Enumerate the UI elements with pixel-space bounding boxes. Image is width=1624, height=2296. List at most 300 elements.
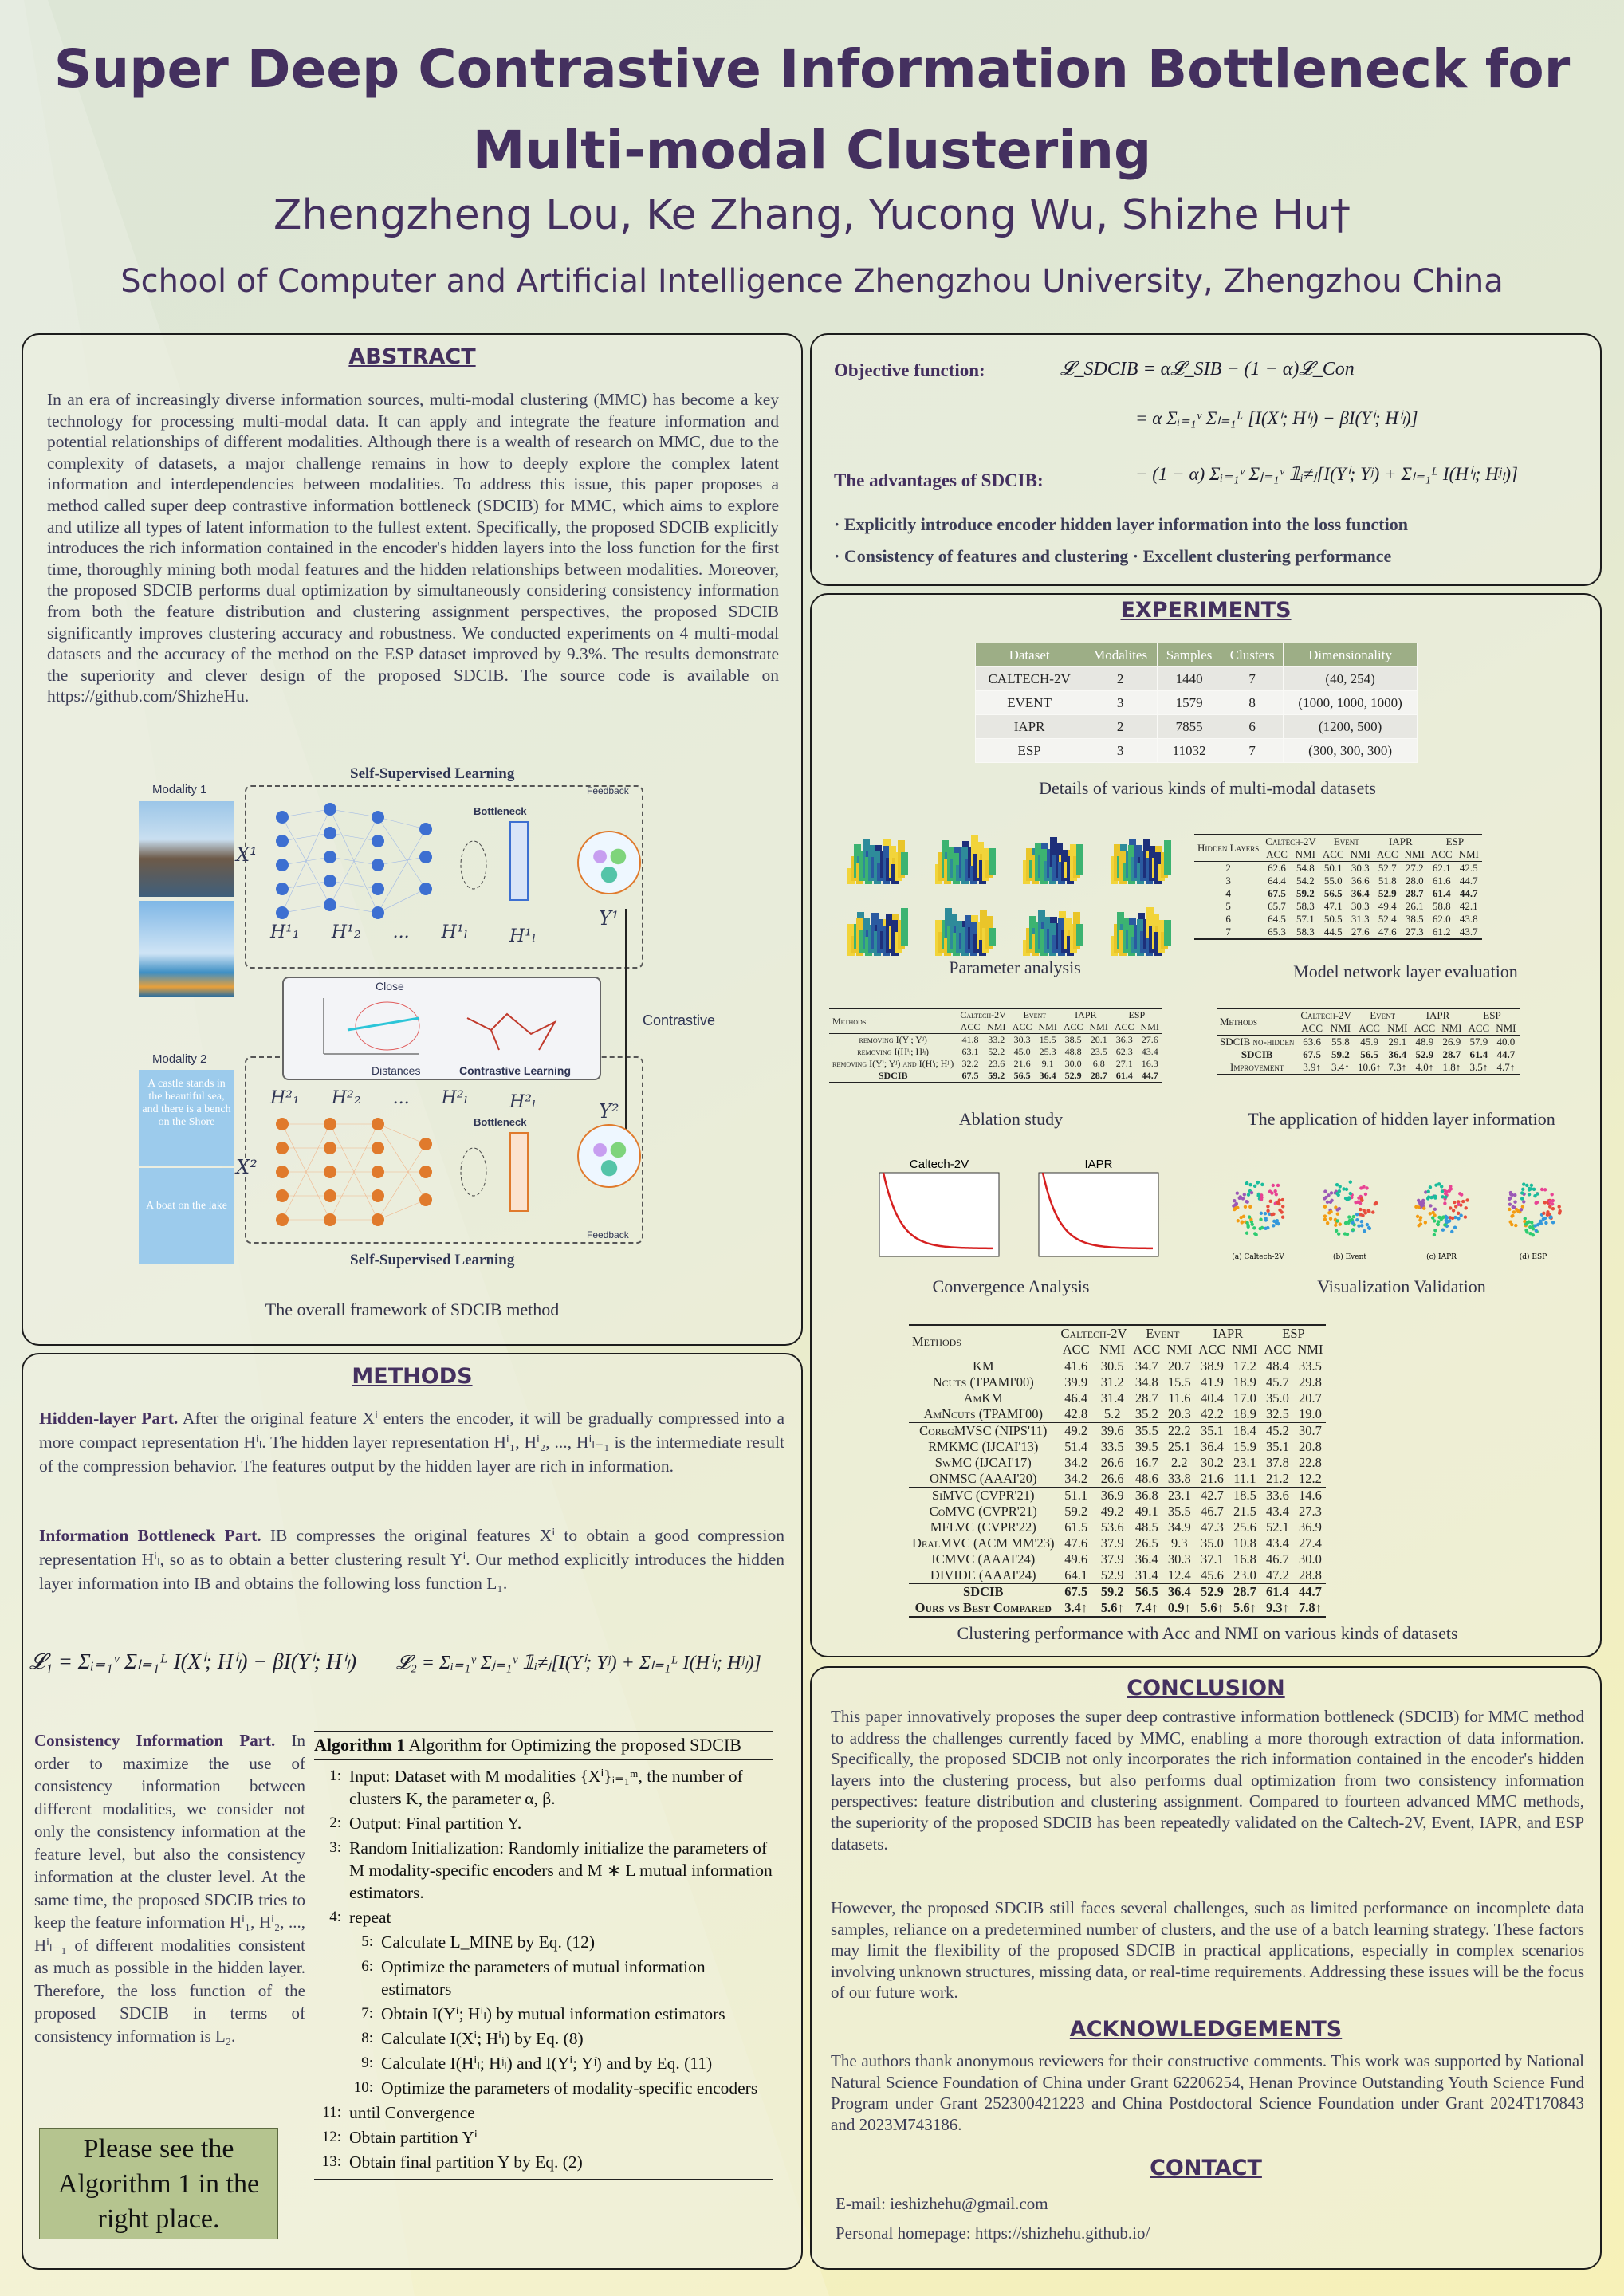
visualization-point <box>1336 1213 1339 1216</box>
table-cell: 43.4 <box>1265 1535 1289 1551</box>
modality1-image-boat <box>139 901 234 997</box>
table-cell: 36.4 <box>1388 1048 1407 1060</box>
visualization-point <box>1460 1193 1463 1196</box>
table-sub-header: NMI <box>1297 1342 1323 1357</box>
visualization-point <box>1465 1206 1468 1209</box>
table-cell: 56.5 <box>1360 1048 1378 1060</box>
equation-l2: 𝓛₂ = Σᵢ₌₁ᵛ Σⱼ₌₁ᵛ 𝟙ᵢ≠ⱼ[I(Yⁱ; Yʲ) + Σₗ₌₁ᴸ I(Hⁱₗ; Hʲₗ)] <box>396 1653 761 1673</box>
visualization-point <box>1453 1226 1457 1229</box>
table-cell: 2.2 <box>1171 1455 1188 1470</box>
ack-heading: ACKNOWLEDGEMENTS <box>1069 2017 1343 2042</box>
contrastive-box <box>282 977 601 1080</box>
visualization-point <box>1548 1200 1551 1203</box>
visualization-point <box>1508 1208 1511 1211</box>
table-row <box>1217 1048 1520 1061</box>
table-cell: 17.0 <box>1233 1390 1256 1406</box>
table-cell: 36.8 <box>1134 1488 1158 1503</box>
table-row <box>909 1374 1326 1390</box>
convergence-title: IAPR <box>1084 1158 1113 1171</box>
algorithm-step-text: Obtain final partition Y by Eq. (2) <box>349 2152 583 2172</box>
visualization-point <box>1326 1201 1329 1204</box>
parameter-plot <box>1111 839 1171 884</box>
table-row <box>909 1520 1326 1535</box>
table-cell: 62.6 <box>1268 862 1286 874</box>
visualization-point <box>1264 1218 1268 1221</box>
table-group-header-row <box>1217 1008 1520 1022</box>
visualization-point <box>1528 1232 1532 1235</box>
table-cell: 52.9 <box>1378 887 1397 899</box>
table-cell: 46.7 <box>1265 1551 1289 1567</box>
table-cell: 28.7 <box>1442 1048 1461 1060</box>
table-cell: 52.9 <box>1415 1048 1434 1060</box>
table-cell: 38.5 <box>1405 913 1424 925</box>
table-cell: 35.5 <box>1167 1504 1191 1519</box>
table-cell: 58.8 <box>1432 900 1451 912</box>
objective-eq-line2: = α Σᵢ₌₁ᵛ Σₗ₌₁ᴸ [I(Xⁱ; Hⁱₗ) − βI(Yⁱ; Hⁱₗ)] <box>1135 408 1418 428</box>
contrastive-arrow <box>625 909 627 1164</box>
conclusion-panel <box>810 1666 1602 2270</box>
algorithm-step <box>314 2101 773 2124</box>
table-cell: (40, 254) <box>1284 667 1418 691</box>
visualization-point <box>1248 1183 1252 1186</box>
visualization-point <box>1260 1212 1263 1215</box>
parameter-caption: Parameter analysis <box>949 957 1081 977</box>
table-cell: 35.1 <box>1265 1439 1289 1454</box>
visualization-point <box>1264 1212 1267 1215</box>
table-cell: 9.3 <box>1171 1535 1188 1551</box>
visualization-point <box>1259 1218 1262 1221</box>
visualization-point <box>1272 1184 1275 1187</box>
datasets-table <box>975 643 1418 763</box>
visualization-point <box>1268 1200 1272 1203</box>
table-cell: 20.7 <box>1298 1390 1322 1406</box>
table-cell: 38.9 <box>1200 1358 1224 1374</box>
visualization-point <box>1528 1188 1531 1191</box>
visualization-point <box>1347 1196 1351 1199</box>
parameter-analysis-plots <box>832 824 1198 972</box>
visualization-point <box>1542 1212 1545 1215</box>
table-cell: 62.0 <box>1432 913 1451 925</box>
algorithm-title <box>314 1732 773 1760</box>
visualization-point <box>1431 1216 1434 1219</box>
table-sub-header: NMI <box>1458 848 1479 860</box>
table-sub-header: ACC <box>1062 1342 1090 1357</box>
table-cell: 27.1 <box>1115 1058 1133 1069</box>
table-cell: 42.1 <box>1459 900 1478 912</box>
visualization-point <box>1349 1181 1352 1184</box>
table-sub-header: ACC <box>1376 848 1398 860</box>
table-cell: 47.6 <box>1064 1535 1088 1551</box>
table-group-header: Caltech-2V <box>1265 835 1316 847</box>
visualization-point <box>1260 1196 1263 1199</box>
visualization-point <box>1459 1213 1462 1217</box>
table-row-label: RMKMC (IJCAI'13) <box>928 1439 1039 1454</box>
layers-table <box>1194 834 1482 940</box>
visualization-point <box>1520 1208 1523 1211</box>
table-cell: 64.1 <box>1064 1567 1088 1582</box>
table-cell: EVENT <box>976 691 1083 715</box>
table-cell: 55.8 <box>1331 1036 1350 1048</box>
table-row-label: DIVIDE (AAAI'24) <box>930 1567 1036 1582</box>
table-cell: 36.4 <box>1351 887 1370 899</box>
table-cell: 51.1 <box>1064 1488 1088 1503</box>
algorithm-step-number: 2: <box>329 1814 341 1831</box>
visualization-point <box>1513 1200 1516 1203</box>
table-cell: 52.2 <box>988 1046 1005 1057</box>
table-cell: 16.8 <box>1233 1551 1256 1567</box>
contact-email[interactable]: E-mail: ieshizhehu@gmail.com <box>836 2194 1048 2213</box>
table-cell: 1579 <box>1157 691 1221 715</box>
table-cell: 26.5 <box>1134 1535 1158 1551</box>
conclusion-heading: CONCLUSION <box>1127 1676 1285 1700</box>
visualization-point <box>1323 1217 1327 1221</box>
table-cell: 28.0 <box>1405 875 1424 887</box>
h1-l: H¹ₗ <box>441 922 468 942</box>
table-cell: 17.2 <box>1233 1358 1256 1374</box>
table-row-label: removing I(Yⁱ; Yʲ) and I(Hⁱₗ; Hʲₗ) <box>832 1058 954 1069</box>
table-row <box>909 1535 1326 1551</box>
visualization-point <box>1281 1216 1284 1219</box>
contact-heading: CONTACT <box>1150 2156 1262 2180</box>
table-cell: 18.9 <box>1233 1374 1256 1390</box>
table-row <box>909 1390 1326 1406</box>
algorithm-step-number: 5: <box>361 1933 373 1950</box>
table-row-label: 3 <box>1225 875 1231 887</box>
table-row <box>1194 887 1482 900</box>
visualization-point <box>1441 1228 1445 1231</box>
table-sub-header: ACC <box>1414 1022 1436 1034</box>
visualization-point <box>1368 1227 1371 1230</box>
table-cell: 4.7↑ <box>1496 1061 1516 1073</box>
table-cell: 11032 <box>1157 739 1221 763</box>
visualization-point <box>1465 1198 1469 1201</box>
table-row-label: Ours vs Best Compared <box>914 1600 1052 1615</box>
visualization-point <box>1266 1205 1269 1208</box>
visualization-point <box>1441 1189 1444 1193</box>
contact-homepage[interactable]: Personal homepage: https://shizhehu.github.io/ <box>836 2223 1150 2243</box>
parameter-bar <box>901 852 908 875</box>
table-cell: 16.7 <box>1134 1455 1158 1470</box>
algorithm-step <box>314 2027 773 2050</box>
table-cell: 56.5 <box>1013 1070 1031 1081</box>
visualization-point <box>1532 1227 1535 1230</box>
table-cell: 61.2 <box>1432 926 1451 938</box>
h1-2: H¹₂ <box>331 922 361 942</box>
table-cell: 27.3 <box>1405 926 1424 938</box>
modality2-label: Modality 2 <box>152 1052 207 1066</box>
visualization-point <box>1245 1232 1248 1235</box>
table-row <box>1194 862 1482 875</box>
table-row-label: KM <box>972 1358 994 1374</box>
algorithm-step <box>314 1765 773 1810</box>
algorithm-step-text: repeat <box>349 1908 391 1927</box>
table-cell: 54.8 <box>1296 862 1315 874</box>
table-row-label: SiMVC (CVPR'21) <box>932 1488 1035 1503</box>
table-cell: 53.6 <box>1100 1520 1124 1535</box>
algorithm-step-number: 8: <box>361 2030 373 2046</box>
objective-eq-line1: 𝓛_SDCIB = α𝓛_SIB − (1 − α)𝓛_Con <box>1060 359 1355 379</box>
table-cell: 58.3 <box>1296 926 1315 938</box>
ib-text: IB compresses the original features Xⁱ to obtain a good compression representation Hⁱₗ, so as to obtain a better clustering result Yⁱ. Our method explicitly introduces the hidden layer information into IB and obtains the following loss function L₁. <box>39 1526 784 1593</box>
table-row-label: ONMSC (AAAI'20) <box>929 1471 1037 1486</box>
visualization-point <box>1359 1213 1362 1216</box>
poster-title-line2: Multi-modal Clustering <box>472 120 1152 181</box>
table-cell: 44.7 <box>1141 1070 1158 1081</box>
visualization-point <box>1335 1192 1339 1195</box>
visualization-point <box>1539 1220 1542 1223</box>
table-cell: 40.4 <box>1200 1390 1224 1406</box>
table-cell: 15.9 <box>1233 1439 1256 1454</box>
algorithm-title-rest: Algorithm for Optimizing the proposed SDCIB <box>405 1735 741 1755</box>
table-cell: 59.2 <box>1100 1584 1124 1599</box>
visualization-point <box>1424 1221 1427 1224</box>
table-cell: 7855 <box>1157 715 1221 739</box>
table-row <box>829 1046 1162 1058</box>
table-row <box>909 1584 1326 1601</box>
visualization-point <box>1251 1223 1254 1226</box>
table-cell: 59.2 <box>1296 887 1315 899</box>
table-sub-header: NMI <box>1140 1021 1159 1032</box>
visualization-point <box>1371 1210 1374 1213</box>
algorithm-step-number: 7: <box>361 2005 373 2022</box>
algorithm-step <box>314 1931 773 1953</box>
table-row <box>1217 1036 1520 1049</box>
table-row <box>909 1567 1326 1584</box>
table-sub-header: ACC <box>1114 1021 1134 1032</box>
table-row <box>1194 926 1482 939</box>
table-cell: 21.6 <box>1013 1058 1031 1069</box>
table-sub-header: ACC <box>1266 848 1288 860</box>
table-sub-header: NMI <box>1350 848 1370 860</box>
visualization-point <box>1355 1218 1359 1221</box>
table-cell: 29.1 <box>1388 1036 1407 1048</box>
table-sub-header: NMI <box>1232 1342 1258 1357</box>
equation-l1: 𝓛₁ = Σᵢ₌₁ᵛ Σₗ₌₁ᴸ I(Xⁱ; Hⁱₗ) − βI(Yⁱ; Hⁱₗ) <box>29 1649 357 1673</box>
table-cell: 22.2 <box>1167 1423 1191 1438</box>
visualization-point <box>1444 1195 1447 1198</box>
table-group-header: IAPR <box>1389 835 1413 847</box>
table-cell: 23.6 <box>988 1058 1005 1069</box>
table-row <box>1194 875 1482 887</box>
table-row <box>909 1423 1326 1440</box>
table-cell: 46.4 <box>1064 1390 1088 1406</box>
visualization-point <box>1536 1223 1539 1226</box>
visualization-point <box>1551 1221 1555 1224</box>
h2-labels <box>270 1088 525 1108</box>
table-cell: 56.5 <box>1323 887 1343 899</box>
hidden-layer-text: After the original feature Xⁱ enters the encoder, it will be gradually compressed into a more compact representation Hⁱₗ. The hidden layer representation Hⁱ₁, Hⁱ₂, ..., Hⁱₗ₋₁ is the intermediate result of the compression behavior. The features output by the hidden layer are rich in information. <box>39 1409 784 1476</box>
consistency-text: In order to maximize the use of consistency information between different modalities, we consider not only the consistency information at the feature level, but also the consistency information at the cluster level. At the same time, the proposed SDCIB tries to keep the feature information Hⁱ₁, Hⁱ₂, ..., Hⁱₗ₋₁ of different modalities consistent as much as possible in the hidden layer. Therefore, the loss function of the proposed SDCIB in terms of consistency information is L₂. <box>34 1731 305 2046</box>
table-cell: 36.9 <box>1100 1488 1124 1503</box>
table-cell: 36.4 <box>1167 1584 1191 1599</box>
table-group-header: Caltech-2V <box>960 1009 1006 1020</box>
table-cell: 3 <box>1083 739 1158 763</box>
visualization-point <box>1433 1233 1436 1236</box>
visualization-point <box>1427 1195 1430 1198</box>
feedback2-label: Feedback <box>587 1229 629 1240</box>
table-cell: 23.1 <box>1233 1455 1256 1470</box>
visualization-point <box>1429 1212 1432 1215</box>
visualization-point <box>1525 1184 1528 1187</box>
visualization-point <box>1530 1221 1533 1224</box>
table-cell: 9.3↑ <box>1265 1600 1289 1615</box>
visualization-point <box>1256 1194 1260 1197</box>
table-cell: 55.0 <box>1323 875 1343 887</box>
visualization-point <box>1270 1213 1273 1216</box>
abstract-panel <box>22 333 803 1346</box>
clustering-caption: Clustering performance with Acc and NMI on various kinds of datasets <box>957 1623 1458 1643</box>
table-row <box>976 667 1418 691</box>
visualization-point <box>1536 1201 1539 1204</box>
table-sub-header: NMI <box>1166 1342 1193 1357</box>
table-sub-header: ACC <box>1012 1021 1032 1032</box>
table-cell: 26.6 <box>1100 1455 1124 1470</box>
visualization-point <box>1281 1198 1284 1201</box>
visualization-point <box>1524 1229 1528 1232</box>
table-cell: 37.9 <box>1100 1551 1124 1567</box>
visualization-point <box>1276 1201 1280 1205</box>
visualization-point <box>1323 1205 1327 1209</box>
visualization-point <box>1281 1205 1284 1208</box>
table-group-header: IAPR <box>1425 1009 1450 1021</box>
visualization-label: (b) Event <box>1332 1253 1367 1261</box>
framework-caption: The overall framework of SDCIB method <box>265 1299 560 1319</box>
x1-label: X¹ <box>236 843 258 866</box>
table-cell: 3.4↑ <box>1331 1061 1350 1073</box>
table-cell: 35.0 <box>1265 1390 1289 1406</box>
visualization-point <box>1528 1193 1531 1196</box>
table-row <box>829 1070 1162 1083</box>
table-cell: 51.4 <box>1064 1439 1088 1454</box>
table-sub-header: ACC <box>1063 1021 1083 1032</box>
table-cell: 52.9 <box>1200 1584 1224 1599</box>
table-cell: 11.6 <box>1168 1390 1191 1406</box>
hidden-application-table <box>1217 1008 1520 1075</box>
table-cell: 7.3↑ <box>1388 1061 1407 1073</box>
visualization-point <box>1360 1224 1363 1227</box>
table-cell: 1440 <box>1157 667 1221 691</box>
table-cell: (300, 300, 300) <box>1284 739 1418 763</box>
table-cell: 46.7 <box>1200 1504 1224 1519</box>
table-row-label: AmKM <box>963 1390 1003 1406</box>
visualization-point <box>1272 1224 1275 1227</box>
table-cell: 37.8 <box>1265 1455 1289 1470</box>
table-cell: 25.6 <box>1233 1520 1256 1535</box>
table-sub-header: NMI <box>1330 1022 1351 1034</box>
table-row-label: SwMC (IJCAI'17) <box>934 1455 1032 1470</box>
table-cell: CALTECH-2V <box>976 667 1083 691</box>
algorithm-step-number: 3: <box>329 1839 341 1856</box>
visualization-point <box>1508 1202 1512 1205</box>
table-sub-header: ACC <box>960 1021 981 1032</box>
visualization-point <box>1355 1213 1359 1216</box>
visualization-point <box>1329 1210 1332 1213</box>
visualization-point <box>1449 1185 1452 1188</box>
table-cell: 31.4 <box>1100 1390 1124 1406</box>
visualization-point <box>1362 1185 1365 1188</box>
distances-label: Distances <box>372 1064 421 1077</box>
table-cell: 28.7 <box>1134 1390 1158 1406</box>
table-group-header: Hidden Layers <box>1197 842 1260 854</box>
table-cell: 37.9 <box>1100 1535 1124 1551</box>
table-cell: 6 <box>1221 715 1284 739</box>
algorithm-step <box>314 2052 773 2074</box>
visualization-point <box>1443 1223 1446 1226</box>
visualization-point <box>1245 1221 1248 1225</box>
table-cell: 18.9 <box>1233 1406 1256 1421</box>
table-cell: 47.1 <box>1323 900 1343 912</box>
table-cell: 62.3 <box>1115 1046 1133 1057</box>
table-group-header: Methods <box>1220 1016 1258 1028</box>
table-sub-header: NMI <box>1038 1021 1057 1032</box>
table-sub-header: ACC <box>1430 848 1453 860</box>
table-cell: 36.4 <box>1200 1439 1224 1454</box>
visualization-point <box>1360 1199 1363 1202</box>
table-cell: 5.6↑ <box>1100 1600 1124 1615</box>
table-row-label: 4 <box>1225 887 1231 899</box>
visualization-point <box>1512 1205 1515 1209</box>
table-sub-header: ACC <box>1468 1022 1490 1034</box>
table-cell: 43.4 <box>1265 1504 1289 1519</box>
visualization-point <box>1445 1221 1448 1224</box>
table-group-header-row <box>1194 835 1482 848</box>
table-cell: 35.5 <box>1134 1423 1158 1438</box>
table-cell: 43.7 <box>1459 926 1478 938</box>
hl1-label: H¹ₗ <box>509 926 537 946</box>
y1-label: Y¹ <box>599 907 619 930</box>
visualization-caption: Visualization Validation <box>1317 1276 1486 1296</box>
table-cell: 3.4↑ <box>1064 1600 1088 1615</box>
parameter-bar <box>989 928 996 946</box>
table-cell: 36.4 <box>1039 1070 1056 1081</box>
experiments-heading: EXPERIMENTS <box>1120 598 1292 623</box>
visualization-point <box>1429 1204 1432 1207</box>
parameter-bar <box>1164 840 1171 875</box>
algorithm-step <box>314 1812 773 1834</box>
table-row-label: SDCIB no-hidden <box>1220 1036 1295 1048</box>
visualization-point <box>1273 1189 1276 1193</box>
visualization-point <box>1246 1225 1249 1229</box>
table-cell: 33.8 <box>1167 1471 1191 1486</box>
table-cell: 20.3 <box>1167 1406 1191 1421</box>
table-cell: 28.7 <box>1090 1070 1107 1081</box>
algorithm-box <box>314 1731 773 2180</box>
table-cell: 39.6 <box>1100 1423 1124 1438</box>
hidden-layer-title: Hidden-layer Part. <box>39 1409 179 1428</box>
table-row <box>976 739 1418 763</box>
table-cell: 49.2 <box>1100 1504 1124 1519</box>
table-group-header: Methods <box>912 1334 962 1349</box>
table-cell: 27.6 <box>1351 926 1370 938</box>
table-cell: 26.9 <box>1442 1036 1461 1048</box>
algorithm-step-text: Random Initialization: Randomly initialize the parameters of M modality-specific encoders and M ∗ L mutual information estimators. <box>349 1838 773 1902</box>
visualization-point <box>1343 1232 1347 1235</box>
algorithm-step <box>314 1906 773 1928</box>
modality1-label: Modality 1 <box>152 783 207 796</box>
table-row-label: SDCIB <box>878 1070 908 1081</box>
visualization-point <box>1351 1228 1355 1231</box>
authors: Zhengzheng Lou, Ke Zhang, Yucong Wu, Shizhe Hu† <box>273 191 1351 239</box>
table-group-header: Event <box>1370 1009 1396 1021</box>
visualization-point <box>1323 1189 1327 1193</box>
algorithm-step-number: 12: <box>321 2129 341 2145</box>
table-cell: 7.4↑ <box>1134 1600 1158 1615</box>
close-label: Close <box>376 980 404 993</box>
visualization-point <box>1256 1181 1259 1184</box>
table-row <box>909 1504 1326 1520</box>
table-cell: 30.3 <box>1351 900 1370 912</box>
table-cell: 33.2 <box>988 1034 1005 1045</box>
